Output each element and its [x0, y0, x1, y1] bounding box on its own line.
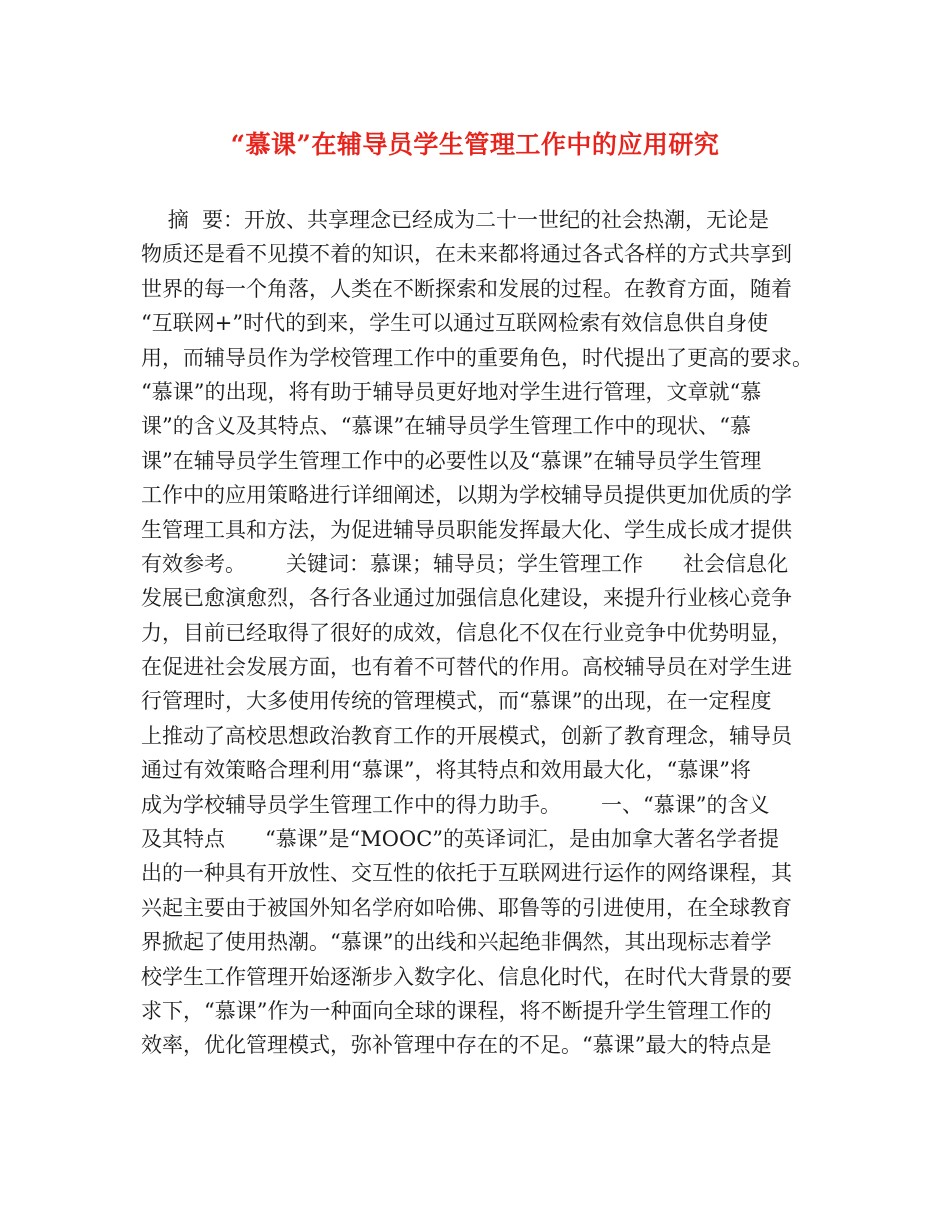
body-line: 生管理工具和方法，为促进辅导员职能发挥最大化、学生成长成才提供 — [141, 517, 792, 542]
body-line: 在促进社会发展方面，也有着不可替代的作用。高校辅导员在对学生进 — [141, 655, 792, 680]
body-line: 课”在辅导员学生管理工作中的必要性以及“慕课”在辅导员学生管理 — [141, 448, 762, 473]
body-line: 通过有效策略合理利用“慕课”，将其特点和效用最大化，“慕课”将 — [141, 758, 751, 783]
body-line: “慕课”的出现，将有助于辅导员更好地对学生进行管理，文章就“慕 — [141, 379, 762, 404]
document-body — [141, 203, 821, 1063]
body-line: 界掀起了使用热潮。“慕课”的出线和兴起绝非偶然，其出现标志着学 — [141, 930, 772, 955]
body-line: 物质还是看不见摸不着的知识，在未来都将通过各式各样的方式共享到 — [141, 242, 792, 267]
body-line: 用，而辅导员作为学校管理工作中的重要角色，时代提出了更高的要求。 — [141, 345, 813, 370]
body-line: 摘 要：开放、共享理念已经成为二十一世纪的社会热潮，无论是 — [141, 208, 770, 232]
body-line: 课”的含义及其特点、“慕课”在辅导员学生管理工作中的现状、“慕 — [141, 414, 751, 439]
body-line: 世界的每一个角落，人类在不断探索和发展的过程。在教育方面，随着 — [141, 276, 792, 301]
body-line: 有效参考。 关键词：慕课；辅导员；学生管理工作 社会信息化 — [141, 551, 789, 576]
body-line: 发展已愈演愈烈，各行各业通过加强信息化建设，来提升行业核心竞争 — [141, 586, 792, 611]
body-line: 行管理时，大多使用传统的管理模式，而“慕课”的出现，在一定程度 — [141, 689, 772, 714]
body-line: 及其特点 “慕课”是“MOOC”的英译词汇，是由加拿大著名学者提 — [141, 827, 779, 852]
body-line: “互联网+”时代的到来，学生可以通过互联网检索有效信息供自身使 — [141, 311, 769, 336]
body-line: 兴起主要由于被国外知名学府如哈佛、耶鲁等的引进使用，在全球教育 — [141, 895, 792, 920]
body-line: 力，目前已经取得了很好的成效，信息化不仅在行业竞争中优势明显， — [141, 620, 792, 645]
body-line: 校学生工作管理开始逐渐步入数字化、信息化时代，在时代大背景的要 — [141, 964, 792, 989]
body-line: 成为学校辅导员学生管理工作中的得力助手。 一、“慕课”的含义 — [141, 792, 770, 817]
body-line: 出的一种具有开放性、交互性的依托于互联网进行运作的网络课程，其 — [141, 861, 792, 886]
body-line: 求下，“慕课”作为一种面向全球的课程，将不断提升学生管理工作的 — [141, 998, 772, 1023]
body-line: 上推动了高校思想政治教育工作的开展模式，创新了教育理念，辅导员 — [141, 723, 792, 748]
document-title: “慕课”在辅导员学生管理工作中的应用研究 — [230, 130, 720, 159]
body-line: 效率，优化管理模式，弥补管理中存在的不足。“慕课”最大的特点是 — [141, 1033, 772, 1058]
body-line: 工作中的应用策略进行详细阐述，以期为学校辅导员提供更加优质的学 — [141, 483, 792, 508]
